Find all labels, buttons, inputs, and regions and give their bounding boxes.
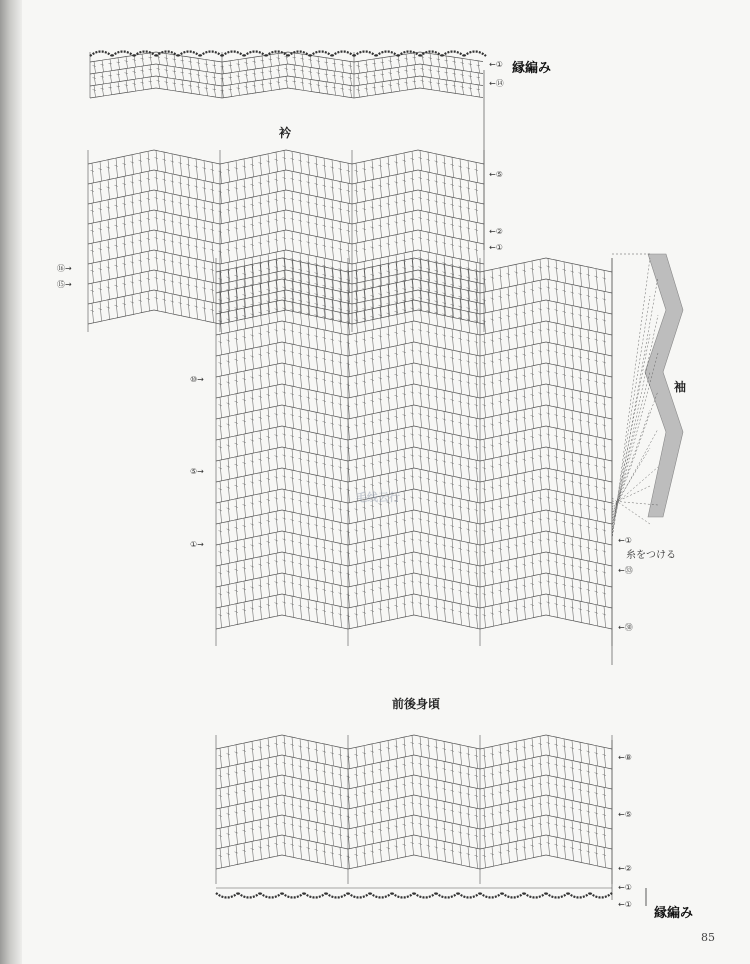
sleeve-chart bbox=[612, 254, 683, 540]
row-marker: ⑤→ bbox=[190, 467, 204, 476]
row-marker: ⑮→ bbox=[57, 280, 72, 289]
row-marker: ←㉚ bbox=[618, 623, 633, 632]
row-marker: ←⑤ bbox=[618, 810, 632, 819]
row-marker: ←㉝ bbox=[618, 566, 633, 575]
attach-yarn-label: 糸をつける bbox=[626, 550, 676, 561]
body-lower-chart bbox=[216, 735, 612, 900]
row-marker: ←⑭ bbox=[489, 79, 504, 88]
sleeve-label: 袖 bbox=[674, 380, 687, 394]
row-marker: ←① bbox=[489, 243, 503, 252]
body-chart bbox=[216, 258, 612, 665]
bottom-border-chart bbox=[216, 888, 646, 906]
border-bottom-label: 縁編み bbox=[654, 906, 694, 921]
row-marker: ①→ bbox=[190, 540, 204, 549]
body-label: 前後身頃 bbox=[392, 697, 441, 711]
row-marker: ←② bbox=[618, 864, 632, 873]
collar-label: 衿 bbox=[279, 126, 292, 140]
watermark: 毛线云行 bbox=[356, 491, 400, 504]
page-number: 85 bbox=[701, 931, 715, 944]
collar-chart bbox=[88, 70, 484, 332]
row-marker: ←① bbox=[618, 900, 632, 909]
row-marker: ←① bbox=[618, 536, 632, 545]
border-top-label: 縁編み bbox=[512, 61, 552, 76]
row-marker: ⑩→ bbox=[190, 375, 204, 384]
row-marker: ←⑧ bbox=[618, 753, 632, 762]
collar-border-chart bbox=[90, 52, 486, 99]
row-marker: ←② bbox=[489, 227, 503, 236]
row-marker: ←① bbox=[618, 883, 632, 892]
row-marker: ←⑤ bbox=[489, 170, 503, 179]
row-marker: ←① bbox=[489, 60, 503, 69]
row-marker: ⑯→ bbox=[57, 264, 72, 273]
